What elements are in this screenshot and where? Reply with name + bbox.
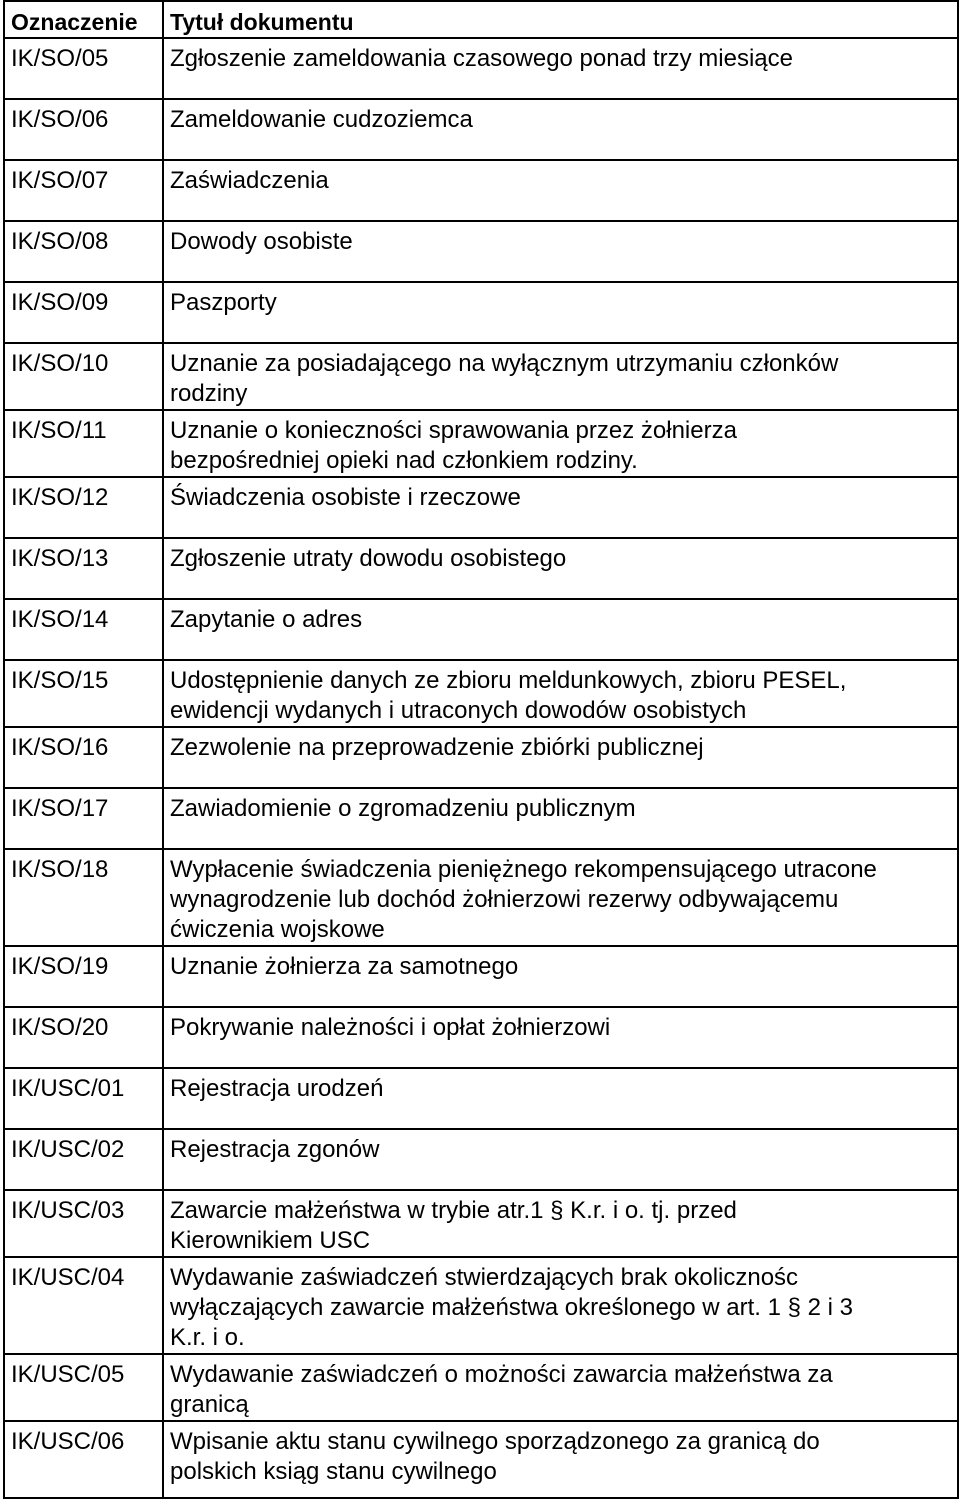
- document-title: Uznanie o konieczności sprawowania przez żołnierza bezpośredniej opieki nad członkiem rodziny.: [163, 410, 958, 477]
- table-row: [4, 660, 958, 727]
- document-code: IK/USC/06: [4, 1421, 163, 1498]
- table-row: [4, 538, 958, 599]
- table-header-row: [4, 1, 958, 38]
- document-title: Wydawanie zaświadczeń o możności zawarcia małżeństwa za granicą: [163, 1354, 958, 1421]
- document-code: IK/USC/04: [4, 1257, 163, 1354]
- table-row: [4, 38, 958, 99]
- table-row: [4, 282, 958, 343]
- table-row: [4, 1129, 958, 1190]
- document-code: IK/USC/01: [4, 1068, 163, 1129]
- document-code: IK/USC/05: [4, 1354, 163, 1421]
- document-title: Zameldowanie cudzoziemca: [163, 99, 958, 160]
- document-code: IK/SO/14: [4, 599, 163, 660]
- document-code: IK/SO/16: [4, 727, 163, 788]
- table-row: [4, 343, 958, 410]
- document-title: Świadczenia osobiste i rzeczowe: [163, 477, 958, 538]
- document-code: IK/SO/17: [4, 788, 163, 849]
- table-row: [4, 99, 958, 160]
- document-code: IK/SO/07: [4, 160, 163, 221]
- document-title: Zezwolenie na przeprowadzenie zbiórki publicznej: [163, 727, 958, 788]
- table-row: [4, 788, 958, 849]
- document-title: Wydawanie zaświadczeń stwierdzających brak okolicznośc wyłączających zawarcie małżeństwa określonego w art. 1 § 2 i 3 K.r. i o.: [163, 1257, 958, 1354]
- document-title: Pokrywanie należności i opłat żołnierzowi: [163, 1007, 958, 1068]
- table-row: [4, 160, 958, 221]
- document-code: IK/SO/08: [4, 221, 163, 282]
- document-title: Zawiadomienie o zgromadzeniu publicznym: [163, 788, 958, 849]
- document-table: [3, 0, 959, 1499]
- document-code: IK/USC/03: [4, 1190, 163, 1257]
- table-row: [4, 1257, 958, 1354]
- document-code: IK/SO/20: [4, 1007, 163, 1068]
- column-header-title: Tytuł dokumentu: [163, 1, 958, 38]
- document-code: IK/SO/19: [4, 946, 163, 1007]
- document-title: Paszporty: [163, 282, 958, 343]
- table-row: [4, 946, 958, 1007]
- document-code: IK/SO/05: [4, 38, 163, 99]
- document-title: Udostępnienie danych ze zbioru meldunkowych, zbioru PESEL, ewidencji wydanych i utraconych dowodów osobistych: [163, 660, 958, 727]
- document-title: Rejestracja zgonów: [163, 1129, 958, 1190]
- table-row: [4, 1354, 958, 1421]
- document-title: Zgłoszenie utraty dowodu osobistego: [163, 538, 958, 599]
- document-code: IK/SO/11: [4, 410, 163, 477]
- table-row: [4, 221, 958, 282]
- document-code: IK/SO/10: [4, 343, 163, 410]
- table-body: [4, 38, 958, 1498]
- table-row: [4, 1421, 958, 1498]
- document-code: IK/SO/06: [4, 99, 163, 160]
- document-code: IK/SO/12: [4, 477, 163, 538]
- document-title: Wpisanie aktu stanu cywilnego sporządzonego za granicą do polskich ksiąg stanu cywilnego: [163, 1421, 958, 1498]
- document-code: IK/SO/18: [4, 849, 163, 946]
- table-row: [4, 727, 958, 788]
- document-title: Uznanie za posiadającego na wyłącznym utrzymaniu członków rodziny: [163, 343, 958, 410]
- document-title: Uznanie żołnierza za samotnego: [163, 946, 958, 1007]
- table-row: [4, 410, 958, 477]
- document-title: Rejestracja urodzeń: [163, 1068, 958, 1129]
- document-title: Zawarcie małżeństwa w trybie atr.1 § K.r. i o. tj. przed Kierownikiem USC: [163, 1190, 958, 1257]
- document-title: Zgłoszenie zameldowania czasowego ponad trzy miesiące: [163, 38, 958, 99]
- table-row: [4, 1068, 958, 1129]
- document-title: Wypłacenie świadczenia pieniężnego rekompensującego utracone wynagrodzenie lub dochód żołnierzowi rezerwy odbywającemu ćwiczenia wojskowe: [163, 849, 958, 946]
- column-header-code: Oznaczenie: [4, 1, 163, 38]
- document-title: Zaświadczenia: [163, 160, 958, 221]
- table-row: [4, 477, 958, 538]
- table-row: [4, 599, 958, 660]
- table-row: [4, 1007, 958, 1068]
- document-code: IK/SO/15: [4, 660, 163, 727]
- document-code: IK/SO/09: [4, 282, 163, 343]
- document-code: IK/USC/02: [4, 1129, 163, 1190]
- table-row: [4, 849, 958, 946]
- document-title: Dowody osobiste: [163, 221, 958, 282]
- document-title: Zapytanie o adres: [163, 599, 958, 660]
- table-row: [4, 1190, 958, 1257]
- document-code: IK/SO/13: [4, 538, 163, 599]
